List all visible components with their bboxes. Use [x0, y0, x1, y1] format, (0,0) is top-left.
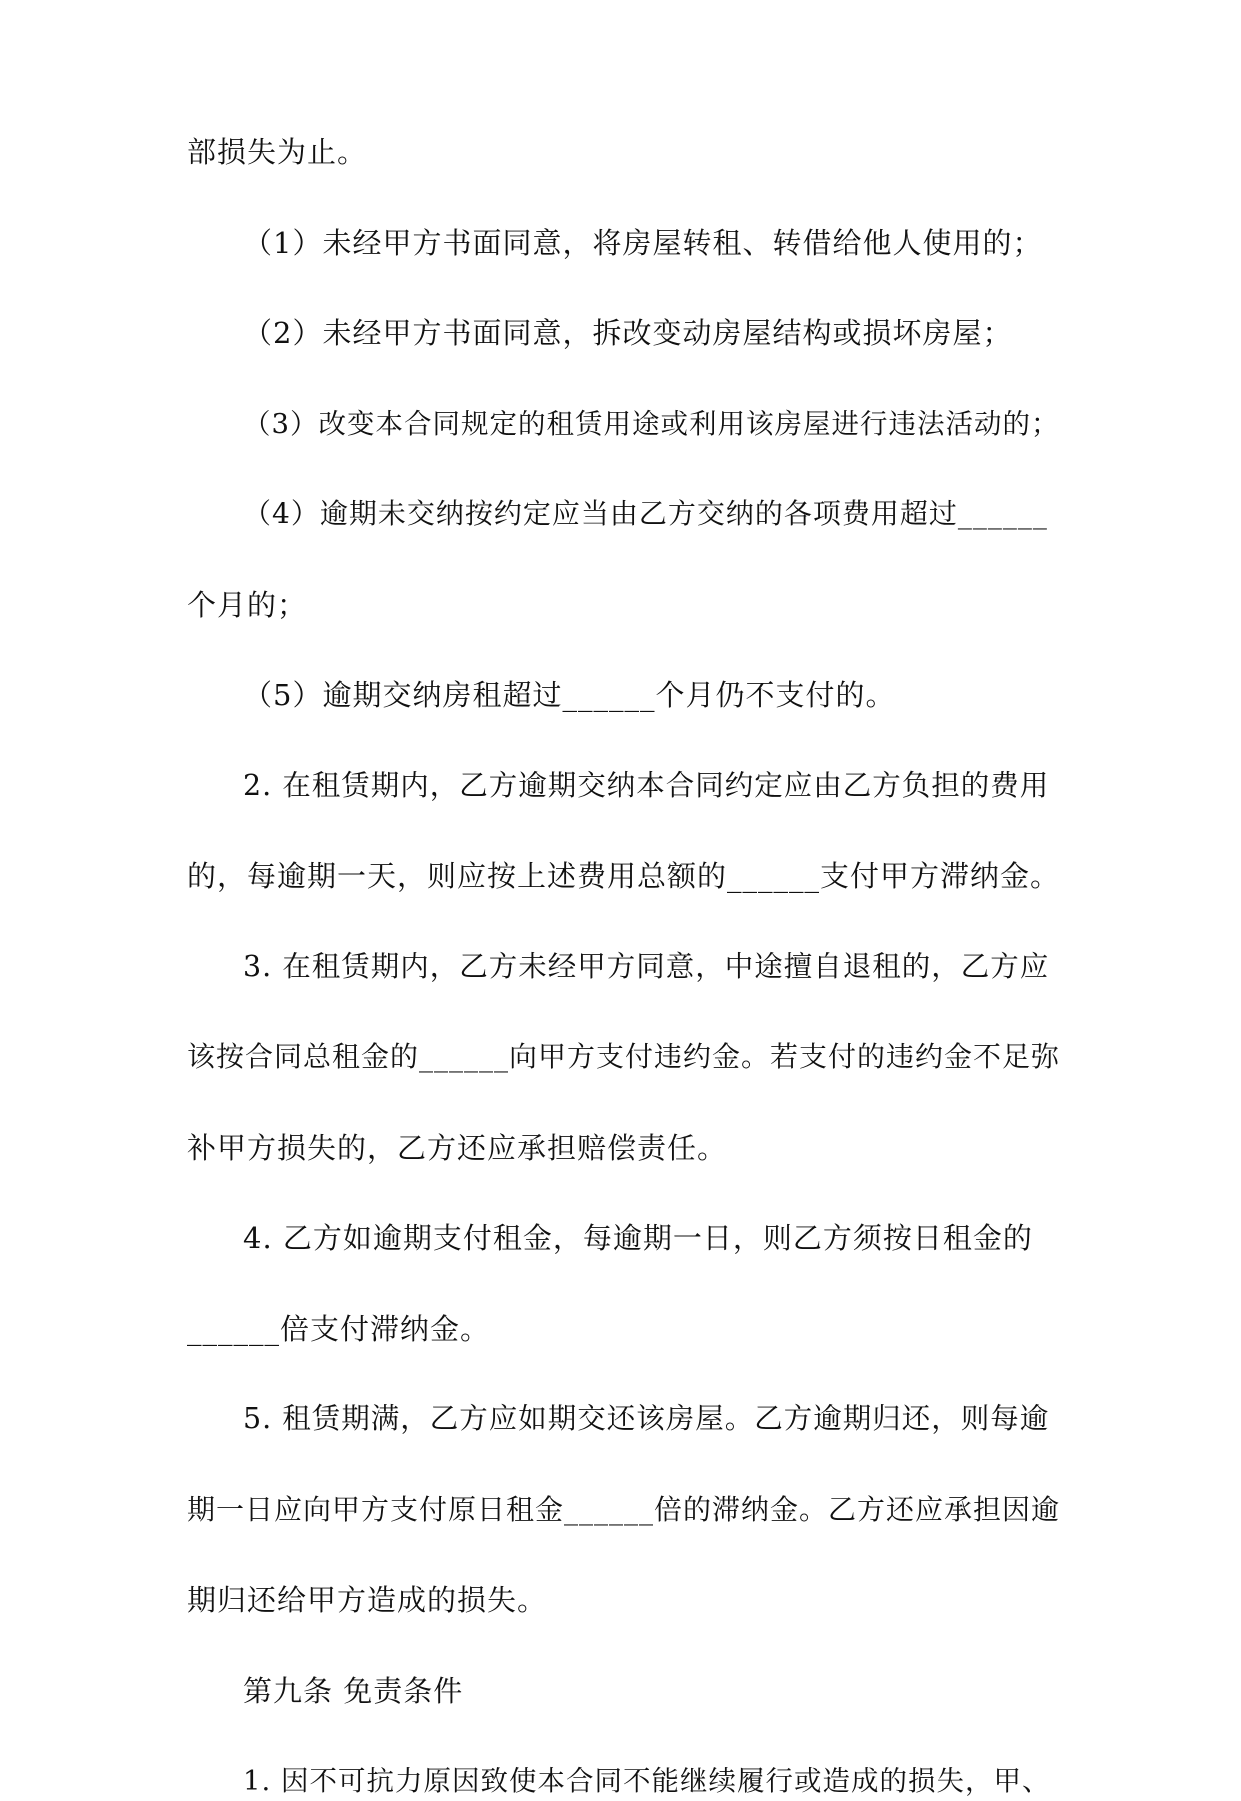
text-line: 该按合同总租金的______向甲方支付违约金。若支付的违约金不足弥	[187, 1040, 1061, 1073]
text-line: 部损失为止。	[187, 135, 368, 169]
text-line: ______倍支付滞纳金。	[187, 1311, 491, 1346]
text-line: （1）未经甲方书面同意，将房屋转租、转借给他人使用的；	[243, 225, 1043, 260]
text-line: 的，每逾期一天，则应按上述费用总额的______支付甲方滞纳金。	[187, 859, 1061, 893]
text-line: 个月的；	[187, 587, 308, 622]
text-line: 期一日应向甲方支付原日租金______倍的滞纳金。乙方还应承担因逾	[187, 1492, 1061, 1526]
text-line: 3. 在租赁期内，乙方未经甲方同意，中途擅自退租的，乙方应	[243, 949, 1050, 983]
text-line: 2. 在租赁期内，乙方逾期交纳本合同约定应由乙方负担的费用	[243, 768, 1050, 802]
text-line: 补甲方损失的，乙方还应承担赔偿责任。	[187, 1130, 728, 1165]
text-line: 5. 租赁期满，乙方应如期交还该房屋。乙方逾期归还，则每逾	[243, 1402, 1050, 1435]
section-heading: 第九条 免责条件	[243, 1673, 464, 1708]
text-line: （5）逾期交纳房租超过______个月仍不支付的。	[243, 678, 896, 712]
text-line: （2）未经甲方书面同意，拆改变动房屋结构或损坏房屋；	[243, 316, 1013, 350]
text-line: 4. 乙方如逾期支付租金，每逾期一日，则乙方须按日租金的	[243, 1221, 1033, 1255]
text-line: 期归还给甲方造成的损失。	[187, 1583, 548, 1617]
text-line: （4）逾期未交纳按约定应当由乙方交纳的各项费用超过______	[243, 497, 1048, 530]
text-line: （3）改变本合同规定的租赁用途或利用该房屋进行违法活动的；	[243, 407, 1060, 440]
text-line: 1. 因不可抗力原因致使本合同不能继续履行或造成的损失，甲、	[243, 1765, 1051, 1797]
